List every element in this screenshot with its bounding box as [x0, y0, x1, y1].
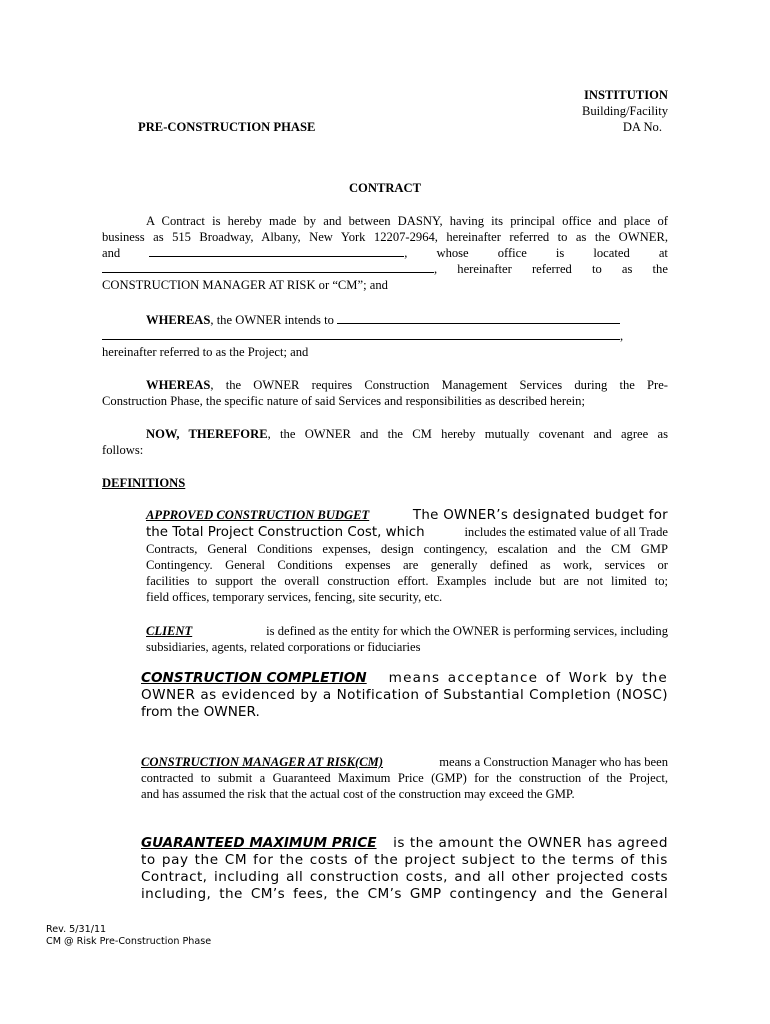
whereas-project-line-1: WHEREAS, the OWNER intends to — [102, 312, 668, 328]
now-therefore-line-1: NOW, THEREFORE, the OWNER and the CM hereby mutually covenant and agree as — [146, 427, 668, 441]
gmp-line-1: GUARANTEED MAXIMUM PRICE is the amount the OWNER has agreed — [141, 835, 668, 851]
definitions-heading: DEFINITIONS — [102, 476, 186, 490]
intro-paragraph — [102, 213, 668, 293]
cm-address-blank[interactable] — [102, 261, 434, 273]
whereas-project-line-3: hereinafter referred to as the Project; and — [102, 345, 309, 359]
now-therefore-paragraph — [102, 426, 668, 458]
acb-line-4: Contingency. General Conditions expenses are generally defined as work, services or — [146, 558, 668, 572]
footer-document-name: CM @ Risk Pre-Construction Phase — [46, 936, 212, 947]
contract-title: CONTRACT — [348, 181, 422, 195]
whereas-project-paragraph — [102, 312, 668, 360]
client-line-2: subsidiaries, agents, related corporations or fiduciaries — [146, 640, 421, 654]
acb-line-3: Contracts, General Conditions expenses, design contingency, escalation and the CM GMP — [146, 542, 668, 556]
client-line-1: CLIENT is defined as the entity for which the OWNER is performing services, including — [146, 624, 668, 638]
cm-name-blank[interactable] — [149, 245, 404, 257]
cmar-line-2: contracted to submit a Guaranteed Maximum Price (GMP) for the construction of the Project, — [141, 771, 668, 785]
def-approved-construction-budget — [146, 507, 668, 605]
acb-line-2: the Total Project Construction Cost, which includes the estimated value of all Trade — [146, 525, 668, 540]
da-number-label: DA No. — [622, 120, 662, 134]
intro-line-2: business as 515 Broadway, Albany, New York 12207-2964, hereinafter referred to as the OWNER, — [102, 230, 668, 244]
def-client — [146, 623, 668, 655]
def-construction-manager-at-risk — [141, 754, 668, 802]
whereas-services-line-1: WHEREAS, the OWNER requires Construction Management Services during the Pre- — [146, 378, 668, 392]
gmp-line-2: to pay the CM for the costs of the project subject to the terms of this — [141, 852, 668, 868]
phase-label: PRE-CONSTRUCTION PHASE — [138, 120, 316, 134]
building-facility-label: Building/Facility — [581, 104, 668, 118]
institution-label: INSTITUTION — [584, 88, 668, 102]
client-term: CLIENT — [146, 624, 193, 638]
project-blank-2[interactable] — [102, 328, 620, 340]
intro-line-1: A Contract is hereby made by and between DASNY, having its principal office and place of — [146, 214, 668, 228]
cmar-line-1: CONSTRUCTION MANAGER AT RISK(CM) means a Construction Manager who has been — [141, 755, 668, 769]
acb-line-1: APPROVED CONSTRUCTION BUDGET The OWNER’s designated budget for — [146, 508, 668, 523]
footer — [46, 924, 211, 948]
intro-line-3: and , whose office is located at — [102, 246, 668, 260]
whereas-services-paragraph — [102, 377, 668, 409]
cmar-line-3: and has assumed the risk that the actual cost of the construction may exceed the GMP. — [141, 787, 575, 801]
gmp-term: GUARANTEED MAXIMUM PRICE — [141, 835, 377, 851]
project-blank-1[interactable] — [337, 312, 620, 324]
whereas-services-line-2: Construction Phase, the specific nature of said Services and responsibilities as described herein; — [102, 394, 585, 408]
now-therefore-line-2: follows: — [102, 443, 144, 457]
intro-line-5: CONSTRUCTION MANAGER AT RISK or “CM”; and — [102, 278, 388, 292]
cmar-term: CONSTRUCTION MANAGER AT RISK(CM) — [141, 755, 384, 769]
def-guaranteed-maximum-price — [141, 835, 668, 903]
acb-term: APPROVED CONSTRUCTION BUDGET — [146, 508, 370, 522]
footer-revision: Rev. 5/31/11 — [46, 924, 107, 935]
acb-line-5: facilities to support the overall construction effort. Examples include but are not limited to; — [146, 574, 668, 588]
gmp-line-3: Contract, including all construction costs, and all other projected costs — [141, 869, 668, 885]
cc-line-1: CONSTRUCTION COMPLETION means acceptance of Work by the — [141, 670, 668, 686]
def-construction-completion — [141, 670, 668, 721]
intro-line-4: , hereinafter referred to as the — [102, 261, 668, 277]
whereas-project-line-2: , — [102, 328, 668, 344]
acb-line-6: field offices, temporary services, fencing, site security, etc. — [146, 590, 443, 604]
gmp-line-4: including, the CM’s fees, the CM’s GMP contingency and the General — [141, 886, 668, 902]
cc-line-2: OWNER as evidenced by a Notification of Substantial Completion (NOSC) — [141, 687, 668, 703]
cc-line-3: from the OWNER. — [141, 704, 260, 720]
cc-term: CONSTRUCTION COMPLETION — [141, 670, 367, 686]
